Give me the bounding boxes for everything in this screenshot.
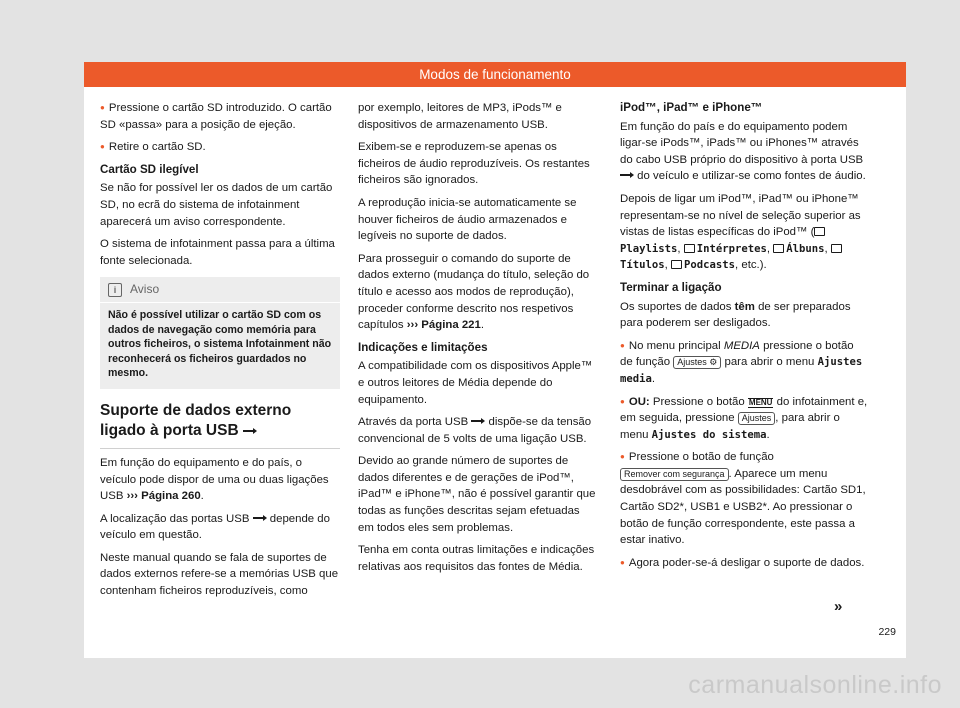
para-sd-unreadable: Se não for possível ler os dados de um cartão SD, no ecrã do sistema de infotainment aparecerá um aviso correspondente. [100, 182, 333, 228]
b2-text-c: , para abrir o menu [620, 412, 840, 441]
list-playlists: Playlists [620, 242, 678, 255]
para-voltage-b: dispõe-se da tensão convencional de 5 volts de uma ligação USB. [358, 416, 592, 445]
menu-ajustes-media: Ajustes media [620, 356, 863, 385]
list-albuns: Álbuns [786, 242, 825, 255]
folder-icon [814, 227, 825, 236]
para-mp3-players: por exemplo, leitores de MP3, iPods™ e dispositivos de armazenamento USB. [358, 102, 562, 131]
bullet-press-sd: ● Pressione o cartão SD introduzido. O cartão SD «passa» para a posição de ejeção. [100, 100, 340, 133]
continue-mark: » [834, 598, 843, 615]
para-ipod-connect-b: do veículo e utilizar-se como fontes de áudio. [637, 170, 866, 183]
b1-text-b: pressione o botão de função [620, 339, 854, 369]
para-prepare-a: Os suportes de dados [620, 300, 732, 313]
manual-page [84, 62, 906, 658]
usb-icon [253, 514, 267, 522]
ajustes-button[interactable]: Ajustes [738, 412, 776, 425]
section-title-usb [100, 401, 340, 449]
b3-text-b: . Aparece um menu desdobrável com as possibilidades: Cartão SD1, Cartão SD2*, USB1 e USB2*. Ao pressionar o botão de função correspondente, este passa a estar inativo. [620, 467, 866, 547]
bullet-remove-sd: ● Retire o cartão SD. [100, 139, 340, 156]
notice-header [100, 277, 340, 303]
list-titulos: Títulos [620, 259, 665, 272]
folder-icon [671, 260, 682, 269]
heading-sd-unreadable: Cartão SD ilegível [100, 162, 199, 176]
folder-icon [773, 244, 784, 253]
list-interpretes: Intérpretes [696, 242, 767, 255]
para-last-source: O sistema de infotainment passa para a última fonte selecionada. [100, 238, 335, 267]
para-ipod-generations: Devido ao grande número de suportes de dados diferentes e de gerações de iPod™, iPad™ e iPhone™, não é possível garantir que todas as funções descritas sejam efetuadas em todos eles sem problemas. [358, 455, 596, 534]
para-voltage-a: Através da porta USB [358, 416, 469, 429]
para-autoplay: A reprodução inicia-se automaticamente se houver ficheiros de áudio armazenados e legíveis no suporte de dados. [358, 196, 577, 243]
list-podcasts: Podcasts [684, 259, 736, 272]
para-ipod-lists: Depois de ligar um iPod™, iPad™ ou iPhone™ representam-se no nível de seleção superior as vistas de listas específicas do iPod™ (Playlists, Intérpretes, Álbuns, Títulos, Podcasts, etc.). [620, 192, 861, 272]
heading-disconnect: Terminar a ligação [620, 280, 722, 294]
remove-safely-button[interactable]: Remover com segurança [620, 468, 729, 481]
para-ipod-connect [620, 119, 868, 185]
page-ref-221[interactable]: ››› Página 221 [406, 319, 481, 332]
b1-media-label: MEDIA [723, 339, 760, 352]
folder-icon [831, 244, 842, 253]
heading-limitations: Indicações e limitações [358, 340, 488, 354]
usb-icon [243, 427, 257, 435]
para-usb-ports: Em função do equipamento e do país, o veículo pode dispor de uma ou duas ligações USB ››› Página 260. [100, 456, 329, 503]
info-icon: i [108, 283, 122, 297]
b1-text-c: para abrir o menu [724, 356, 815, 369]
column-3 [620, 100, 868, 577]
para-other-limitations: Tenha em conta outras limitações e indicações relativas aos requisitos das fontes de Média. [358, 544, 595, 573]
para-ipod-lists-end: , etc.). [735, 259, 767, 272]
heading-ipod: iPod™, iPad™ e iPhone™ [620, 101, 763, 114]
para-control-text: Para prosseguir o comando do suporte de dados externo (mudança do título, seleção do título e acesso aos modos de reprodução), proceder conforme descrito nos respetivos capítulos [358, 252, 590, 332]
para-external-media: Neste manual quando se fala de suportes de dados externos refere-se a memórias USB que contenham ficheiros reproduzíveis, como [100, 551, 339, 598]
para-ipod-connect-a: Em função do país e do equipamento podem ligar-se iPods™, iPads™ ou iPhones™ através do cabo USB próprio do dispositivo à porta USB [620, 120, 864, 166]
para-usb-location-b: depende do veículo em questão. [100, 512, 330, 542]
menu-icon[interactable]: MENU [748, 397, 773, 407]
para-usb-location-a: A localização das portas USB [100, 512, 250, 525]
para-compatibility: A compatibilidade com os dispositivos Apple™ e outros leitores de Média depende do equipamento. [358, 360, 593, 406]
section-title-text: Suporte de dados externo ligado à porta USB [100, 401, 292, 439]
column-2 [358, 100, 598, 581]
bullet-disconnect: ● Agora poder-se-á desligar o suporte de dados. [620, 555, 868, 572]
b3-text-a: Pressione o botão de função [628, 451, 774, 464]
bullet-infotainment-menu: ● OU: Pressione o botão MENU do infotainment e, em seguida, pressione Ajustes , para abrir o menu Ajustes do sistema. [620, 394, 868, 444]
para-audio-files: Exibem-se e reproduzem-se apenas os ficheiros de áudio reproduzíveis. Os restantes ficheiros são ignorados. [358, 141, 590, 187]
folder-icon [684, 244, 695, 253]
notice-body: Não é possível utilizar o cartão SD com os dados de navegação como memória para outros ficheiros, o sistema Infotainment não reconhecerá os ficheiros guardados no mesmo. [108, 308, 332, 380]
watermark: carmanualsonline.info [688, 671, 942, 699]
b2-text-a: Pressione o botão [652, 395, 745, 408]
para-control: Para prosseguir o comando do suporte de dados externo (mudança do título, seleção do título e acesso aos modos de reprodução), proceder conforme descrito nos respetivos capítulos ››› Página 221. [358, 252, 590, 332]
para-usb-location [100, 511, 340, 544]
usb-icon [471, 417, 485, 425]
page-ref-260[interactable]: ››› Página 260 [126, 490, 201, 503]
bullet-media-menu: ● No menu principal MEDIA pressione o botão de função Ajustes ⚙ para abrir o menu Ajustes media. [620, 338, 868, 388]
para-ipod-lists-text: Depois de ligar um iPod™, iPad™ ou iPhone™ representam-se no nível de seleção superior as vistas de listas específicas do iPod™ ( [620, 192, 861, 239]
page-header: Modos de funcionamento [84, 62, 906, 87]
column-1 [100, 100, 340, 606]
usb-icon [620, 171, 634, 179]
para-prepare [620, 299, 868, 332]
para-prepare-bold: têm [734, 300, 755, 313]
b2-text-b: do infotainment e, em seguida, pressione [620, 395, 868, 425]
bullet-safe-remove [620, 449, 868, 549]
para-usb-ports-text: Em função do equipamento e do país, o veículo pode dispor de uma ou duas ligações USB [100, 456, 329, 503]
ajustes-gear-button[interactable]: Ajustes ⚙ [673, 356, 721, 369]
menu-ajustes-sistema: Ajustes do sistema [651, 428, 767, 441]
b2-or-label: OU: [628, 395, 650, 408]
page-number: 229 [878, 626, 896, 638]
notice-box [100, 277, 340, 389]
para-voltage [358, 414, 598, 447]
para-prepare-b: de ser preparados para poderem ser desligados. [620, 300, 851, 330]
notice-title: Aviso [130, 282, 160, 297]
b1-text-a: No menu principal [628, 339, 721, 352]
